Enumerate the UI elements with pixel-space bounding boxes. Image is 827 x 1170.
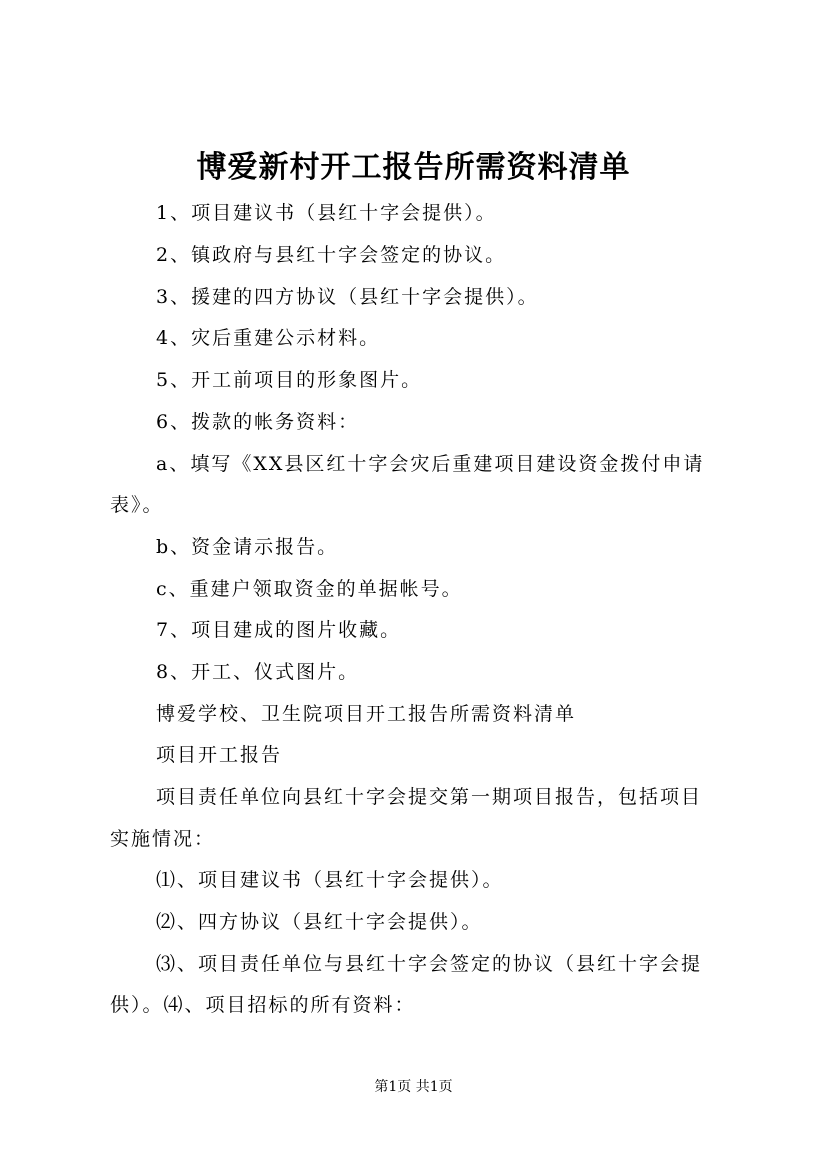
list-item: 5、开工前项目的形象图片。 [156,369,423,391]
list-item: ⑶、项目责任单位与县红十字会签定的协议（县红十字会提 [156,953,703,975]
list-item: a、填写《XX县区红十字会灾后重建项目建设资金拨付申请 [156,453,705,475]
list-item: 7、项目建成的图片收藏。 [156,619,402,641]
paragraph-continuation: 实施情况： [110,828,216,850]
list-item: b、资金请示报告。 [156,536,339,558]
list-item-continuation: 表》。 [110,494,164,516]
list-item-continuation: 供）。⑷、项目招标的所有资料： [110,994,416,1016]
list-item: 3、援建的四方协议（县红十字会提供）。 [156,286,539,308]
list-item: ⑴、项目建议书（县红十字会提供）。 [156,869,504,891]
section-heading: 项目开工报告 [156,744,283,766]
document-title: 博爱新村开工报告所需资料清单 [196,150,631,185]
list-item: ⑵、四方协议（县红十字会提供）。 [156,911,483,933]
list-item: 2、镇政府与县红十字会签定的协议。 [156,244,507,266]
section-heading: 博爱学校、卫生院项目开工报告所需资料清单 [156,703,577,725]
list-item: 1、项目建议书（县红十字会提供）。 [156,202,497,224]
page-footer: 第1页 共1页 [374,1079,453,1095]
paragraph-text: 项目责任单位向县红十字会提交第一期项目报告，包括项目 [156,786,703,808]
list-item: 8、开工、仪式图片。 [156,661,360,683]
list-item: 6、拨款的帐务资料： [156,411,360,433]
list-item: c、重建户领取资金的单据帐号。 [156,578,463,600]
list-item: 4、灾后重建公示材料。 [156,327,381,349]
